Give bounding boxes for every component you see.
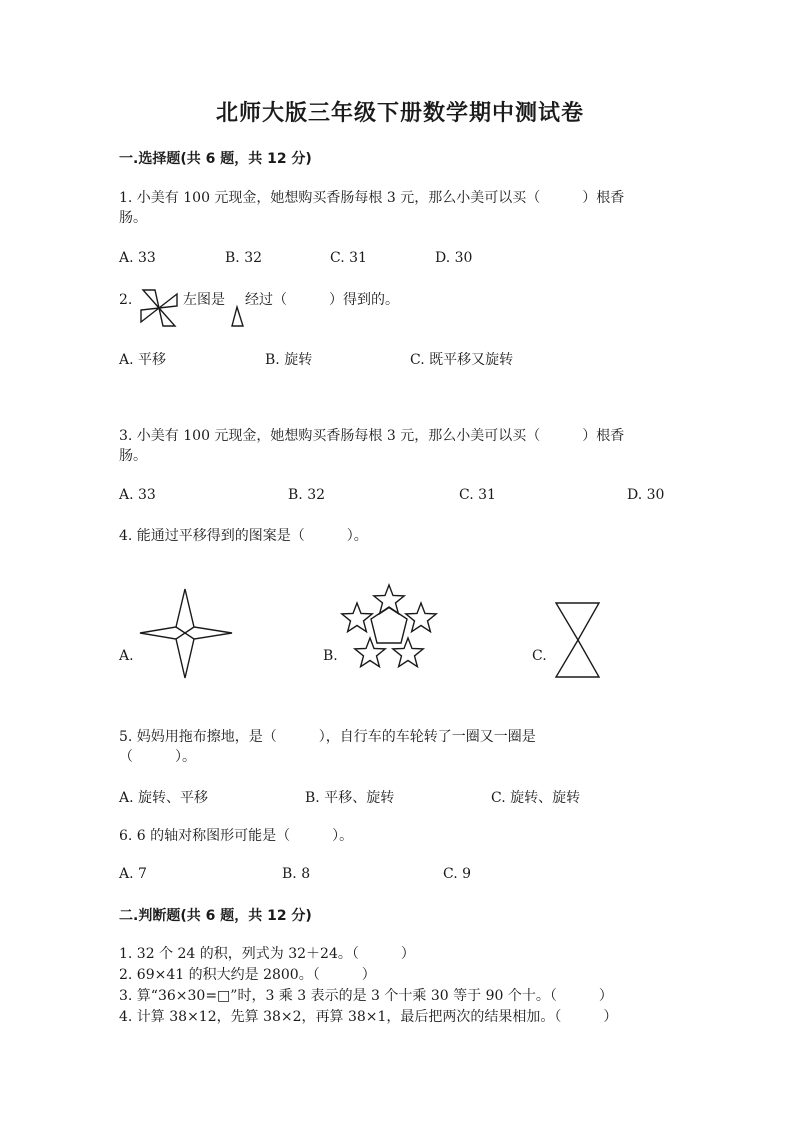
q1-option-a[interactable]: A. 33: [119, 250, 156, 266]
q6-option-c[interactable]: C. 9: [443, 866, 472, 882]
q1-option-c[interactable]: C. 31: [330, 250, 367, 266]
q6-option-a[interactable]: A. 7: [119, 866, 147, 882]
question-3-line2: 肠。: [119, 448, 147, 464]
pinwheel-icon: [137, 288, 181, 330]
q2-option-b[interactable]: B. 旋转: [265, 352, 313, 368]
four-point-star-icon: [138, 588, 234, 680]
q3-option-a[interactable]: A. 33: [119, 487, 156, 503]
question-1-line1: 1. 小美有 100 元现金，她想购买香肠每根 3 元，那么小美可以买（ ）根香: [119, 190, 625, 206]
q6-option-b[interactable]: B. 8: [282, 866, 311, 882]
triangle-icon: [231, 306, 245, 328]
q3-option-b[interactable]: B. 32: [288, 487, 326, 503]
q2-option-a[interactable]: A. 平移: [119, 352, 167, 368]
section-heading-judgement: 二.判断题(共 6 题，共 12 分): [119, 908, 312, 924]
judge-item-4: 4. 计算 38×12，先算 38×2，再算 38×1，最后把两次的结果相加。（ ）: [119, 1009, 618, 1025]
q5-option-a[interactable]: A. 旋转、平移: [119, 790, 209, 806]
q3-option-c[interactable]: C. 31: [459, 487, 496, 503]
question-4-text: 4. 能通过平移得到的图案是（ ）。: [119, 528, 368, 544]
q5-option-c[interactable]: C. 旋转、旋转: [491, 790, 581, 806]
q1-option-b[interactable]: B. 32: [225, 250, 263, 266]
question-5-line2: （ ）。: [119, 749, 196, 765]
question-5-line1: 5. 妈妈用拖布擦地，是（ ），自行车的车轮转了一圈又一圈是: [119, 729, 536, 745]
five-stars-ring-icon: [341, 583, 439, 679]
q5-option-b[interactable]: B. 平移、旋转: [305, 790, 395, 806]
q3-option-d[interactable]: D. 30: [627, 487, 665, 503]
q4-option-b[interactable]: B.: [323, 648, 338, 664]
question-2-text-b: 经过（ ）得到的。: [245, 292, 399, 308]
q4-option-a[interactable]: A.: [119, 648, 134, 664]
judge-item-1: 1. 32 个 24 的积，列式为 32＋24。（ ）: [119, 946, 415, 962]
judge-item-2: 2. 69×41 的积大约是 2800。（ ）: [119, 967, 376, 983]
hourglass-icon: [555, 601, 601, 679]
question-2-number: 2.: [119, 292, 133, 308]
question-3-line1: 3. 小美有 100 元现金，她想购买香肠每根 3 元，那么小美可以买（ ）根香: [119, 428, 625, 444]
question-6-text: 6. 6 的轴对称图形可能是（ ）。: [119, 828, 354, 844]
page-title: 北师大版三年级下册数学期中测试卷: [215, 101, 584, 126]
q1-option-d[interactable]: D. 30: [435, 250, 473, 266]
question-1-line2: 肠。: [119, 210, 147, 226]
question-2-text-a: 左图是: [183, 292, 225, 308]
q2-option-c[interactable]: C. 既平移又旋转: [410, 352, 514, 368]
judge-item-3: 3. 算“36×30=□”时，3 乘 3 表示的是 3 个十乘 30 等于 90 个十。（ ）: [119, 988, 613, 1004]
section-heading-choice: 一.选择题(共 6 题，共 12 分): [119, 151, 312, 167]
q4-option-c[interactable]: C.: [532, 648, 547, 664]
